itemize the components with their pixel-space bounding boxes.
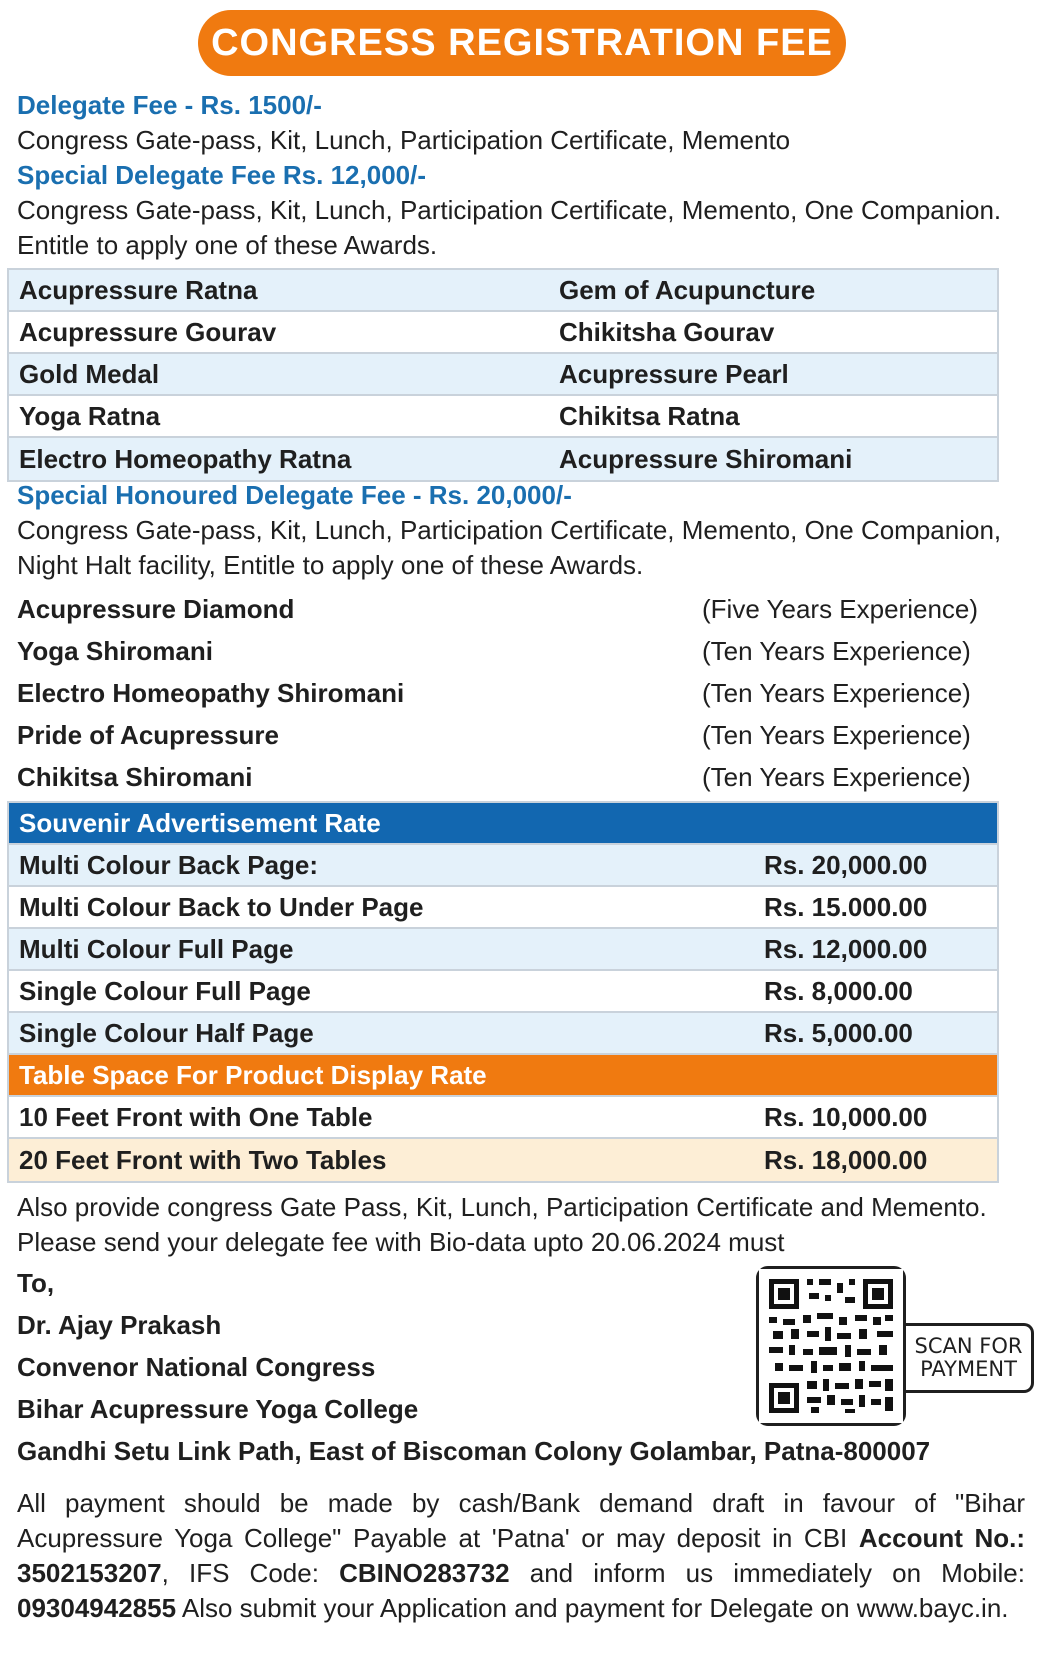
rate-price: Rs. 15.000.00 [764,891,928,922]
rates-table [7,801,999,1183]
rate-label: Multi Colour Full Page [19,933,294,964]
award-item: Electro Homeopathy Ratna [19,443,352,474]
payment-text: , IFS Code: [161,1558,340,1588]
honoured-award-experience: (Ten Years Experience) [702,677,971,708]
award-item: Acupressure Gourav [19,316,277,347]
payment-instructions [17,1486,1025,1626]
address-name: Dr. Ajay Prakash [17,1310,222,1340]
address-to: To, [17,1268,55,1298]
mobile-number: 09304942855 [17,1593,177,1623]
awards-row [9,438,997,480]
special-honoured-section [17,478,1007,583]
page-title-banner [198,10,846,76]
table-space-heading: Table Space For Product Display Rate [19,1059,487,1090]
award-item: Gold Medal [19,358,160,389]
table-row [9,1097,997,1139]
awards-row [9,312,997,354]
table-row [9,1139,997,1181]
delegate-fee-section [17,88,1007,263]
scan-line-2: PAYMENT [920,1357,1017,1381]
honoured-award-name: Acupressure Diamond [17,593,295,624]
rate-label: 20 Feet Front with Two Tables [19,1144,387,1175]
list-item [7,588,999,630]
special-delegate-fee-heading: Special Delegate Fee Rs. 12,000/- [17,160,426,190]
rate-label: Single Colour Full Page [19,975,311,1006]
note-line: Please send your delegate fee with Bio-data upto 20.06.2024 must [17,1227,785,1257]
award-item: Acupressure Ratna [19,274,258,305]
address-role: Convenor National Congress [17,1352,376,1382]
honoured-award-experience: (Ten Years Experience) [702,635,971,666]
table-row [9,845,997,887]
awards-grid [7,268,999,482]
award-item: Chikitsha Gourav [559,316,775,347]
award-item: Acupressure Pearl [559,358,789,389]
souvenir-header-row [9,803,997,845]
rate-label: Multi Colour Back to Under Page [19,891,424,922]
payment-text: All payment should be made by cash/Bank demand draft in favour of "Bihar Acupressure Yoga College" Payable at 'Patna' or may deposit in CBI [17,1488,1025,1553]
payment-text: and inform us immediately on Mobile: [509,1558,1025,1588]
rate-price: Rs. 12,000.00 [764,933,928,964]
note-section [17,1190,1027,1260]
rate-label: 10 Feet Front with One Table [19,1101,373,1132]
delegate-fee-heading: Delegate Fee - Rs. 1500/- [17,90,322,120]
honoured-award-experience: (Ten Years Experience) [702,761,971,792]
honoured-award-experience: (Five Years Experience) [702,593,979,624]
table-row [9,971,997,1013]
list-item [7,630,999,672]
honoured-award-name: Pride of Acupressure [17,719,280,750]
table-row [9,1013,997,1055]
awards-row [9,270,997,312]
rate-price: Rs. 5,000.00 [764,1017,913,1048]
scan-line-1: SCAN FOR [914,1334,1023,1358]
list-item [7,672,999,714]
table-row [9,887,997,929]
souvenir-heading: Souvenir Advertisement Rate [19,807,381,838]
special-delegate-fee-description: Congress Gate-pass, Kit, Lunch, Participation Certificate, Memento, One Companion. Entitle to apply one of these Awards. [17,195,1002,260]
payment-text: Also submit your Application and payment for Delegate on www.bayc.in. [176,1593,1009,1623]
table-row [9,929,997,971]
account-number: Account No.: 3502153207 [17,1523,1026,1588]
rate-label: Multi Colour Back Page: [19,849,319,880]
rate-label: Single Colour Half Page [19,1017,314,1048]
special-honoured-heading: Special Honoured Delegate Fee - Rs. 20,000/- [17,480,572,510]
qr-code[interactable] [756,1266,906,1426]
award-item: Acupressure Shiromani [559,443,853,474]
table-space-header-row [9,1055,997,1097]
list-item [7,714,999,756]
award-item: Yoga Ratna [19,400,161,431]
qr-code-icon [759,1269,903,1423]
ifs-code: CBINO283732 [339,1558,510,1588]
rate-price: Rs. 8,000.00 [764,975,913,1006]
awards-row [9,354,997,396]
honoured-award-name: Electro Homeopathy Shiromani [17,677,405,708]
rate-price: Rs. 18,000.00 [764,1144,928,1175]
note-line: Also provide congress Gate Pass, Kit, Lunch, Participation Certificate and Memento. [17,1192,987,1222]
address-street: Gandhi Setu Link Path, East of Biscoman Colony Golambar, Patna-800007 [17,1436,931,1466]
award-item: Gem of Acupuncture [559,274,816,305]
rate-price: Rs. 10,000.00 [764,1101,928,1132]
honoured-award-experience: (Ten Years Experience) [702,719,971,750]
rate-price: Rs. 20,000.00 [764,849,928,880]
honoured-award-name: Yoga Shiromani [17,635,213,666]
address-college: Bihar Acupressure Yoga College [17,1394,419,1424]
special-honoured-description: Congress Gate-pass, Kit, Lunch, Participation Certificate, Memento, One Companion, Night Halt facility, Entitle to apply one of these Awards. [17,515,1002,580]
scan-for-payment-label [906,1323,1034,1393]
awards-row [9,396,997,438]
delegate-fee-description: Congress Gate-pass, Kit, Lunch, Participation Certificate, Memento [17,125,791,155]
honoured-awards-list [7,588,999,798]
page-title: CONGRESS REGISTRATION FEE [211,21,833,64]
award-item: Chikitsa Ratna [559,400,740,431]
honoured-award-name: Chikitsa Shiromani [17,761,253,792]
list-item [7,756,999,798]
